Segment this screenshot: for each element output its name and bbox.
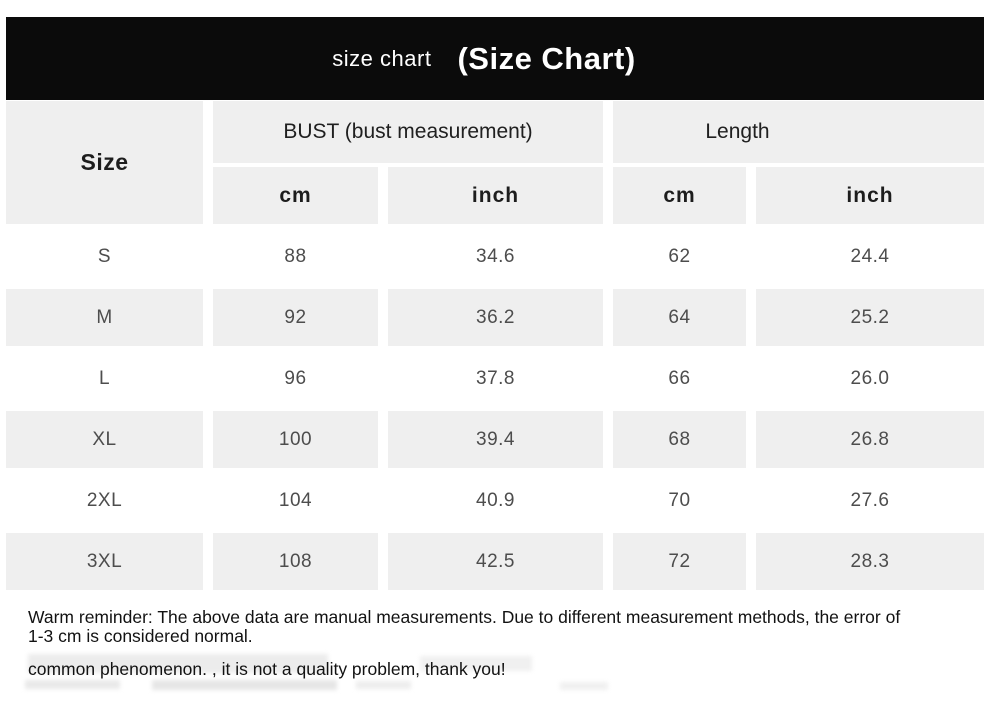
artifact-smudge	[25, 680, 120, 689]
column-header-size: Size	[6, 101, 203, 224]
table-row-3xl-size: 3XL	[6, 533, 203, 590]
table-row-s-size: S	[6, 228, 203, 285]
table-row-2xl-length-inch: 27.6	[756, 472, 984, 529]
table-row-3xl-bust-inch: 42.5	[388, 533, 603, 590]
table-row-l-bust-cm: 96	[213, 350, 378, 407]
table-row-xl-bust-cm: 100	[213, 411, 378, 468]
column-header-length-cm: cm	[613, 167, 746, 224]
table-row-m-length-cm: 64	[613, 289, 746, 346]
size-chart-table	[6, 101, 984, 590]
warm-reminder-text	[28, 608, 978, 646]
page-title: (Size Chart)	[457, 40, 636, 76]
table-row-3xl-bust-cm: 108	[213, 533, 378, 590]
artifact-smudge	[152, 680, 337, 690]
page-subtitle: size chart	[332, 45, 432, 71]
column-group-bust-label: BUST (bust measurement)	[283, 120, 533, 143]
column-group-length	[613, 101, 984, 163]
table-row-l-length-cm: 66	[613, 350, 746, 407]
title-bar	[6, 17, 984, 100]
table-row-m-bust-cm: 92	[213, 289, 378, 346]
table-row-2xl-bust-inch: 40.9	[388, 472, 603, 529]
table-row-xl-length-cm: 68	[613, 411, 746, 468]
table-row-l-bust-inch: 37.8	[388, 350, 603, 407]
column-header-length-inch: inch	[756, 167, 984, 224]
table-row-3xl-length-cm: 72	[613, 533, 746, 590]
table-row-xl-size: XL	[6, 411, 203, 468]
column-header-bust-inch: inch	[388, 167, 603, 224]
table-row-s-length-cm: 62	[613, 228, 746, 285]
table-row-3xl-length-inch: 28.3	[756, 533, 984, 590]
table-row-2xl-length-cm: 70	[613, 472, 746, 529]
warm-reminder-line2: 1-3 cm is considered normal.	[28, 626, 253, 646]
table-row-m-size: M	[6, 289, 203, 346]
column-group-bust	[213, 101, 603, 163]
table-row-2xl-size: 2XL	[6, 472, 203, 529]
quality-note-text: common phenomenon. , it is not a quality problem, thank you!	[28, 659, 506, 679]
table-row-l-size: L	[6, 350, 203, 407]
table-row-s-length-inch: 24.4	[756, 228, 984, 285]
table-row-s-bust-inch: 34.6	[388, 228, 603, 285]
artifact-smudge	[560, 682, 608, 690]
table-row-xl-bust-inch: 39.4	[388, 411, 603, 468]
artifact-smudge	[356, 681, 411, 689]
table-row-xl-length-inch: 26.8	[756, 411, 984, 468]
column-group-length-label: Length	[705, 120, 770, 143]
column-header-bust-cm: cm	[213, 167, 378, 224]
table-row-l-length-inch: 26.0	[756, 350, 984, 407]
table-row-s-bust-cm: 88	[213, 228, 378, 285]
table-row-m-bust-inch: 36.2	[388, 289, 603, 346]
table-row-2xl-bust-cm: 104	[213, 472, 378, 529]
table-row-m-length-inch: 25.2	[756, 289, 984, 346]
warm-reminder-line1: Warm reminder: The above data are manual measurements. Due to different measurement methods, the error of	[28, 607, 901, 627]
